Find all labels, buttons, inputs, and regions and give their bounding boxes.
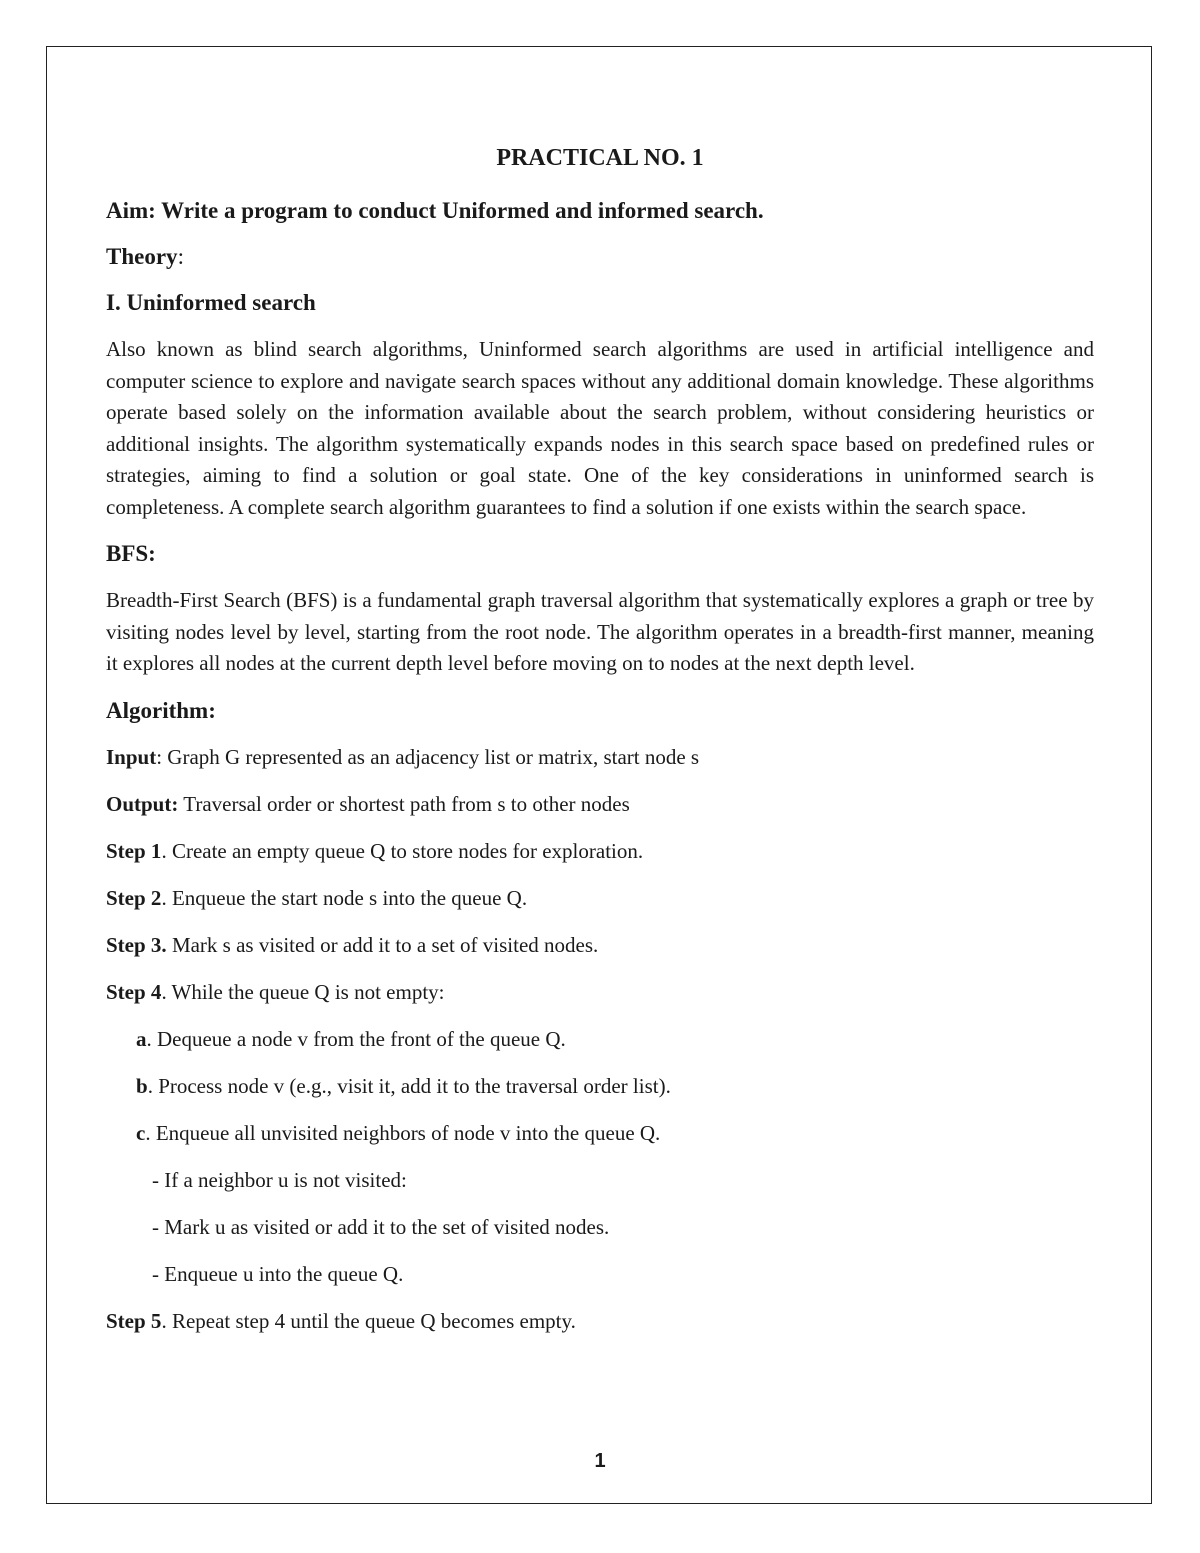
uninformed-paragraph: Also known as blind search algorithms, Uninformed search algorithms are used in artificial intelligence and computer science to explore and navigate search spaces without any additional domain knowledge. These algorithms operate based solely on the information available about the search problem, without considering heuristics or additional insights. The algorithm systematically expands nodes in this search space based on predefined rules or strategies, aiming to find a solution or goal state. One of the key considerations in uninformed search is completeness. A complete search algorithm guarantees to find a solution if one exists within the search space. — [106, 337, 1094, 519]
page-number: 1 — [594, 1450, 606, 1472]
step-text: . Repeat step 4 until the queue Q becomes empty. — [161, 1308, 576, 1333]
input-line — [106, 742, 1094, 772]
step-3 — [106, 930, 1094, 960]
aim-text: Write a program to conduct Uniformed and informed search. — [155, 198, 764, 223]
substep-text: . Process node v (e.g., visit it, add it to the traversal order list). — [147, 1073, 671, 1098]
substep-text: . Enqueue all unvisited neighbors of node v into the queue Q. — [145, 1120, 661, 1145]
bfs-heading: BFS: — [106, 541, 156, 566]
substep-text: . Dequeue a node v from the front of the queue Q. — [146, 1026, 566, 1051]
output-line — [106, 789, 1094, 819]
document-body — [106, 140, 1094, 1353]
page-title: PRACTICAL NO. 1 — [496, 145, 704, 171]
theory-colon: : — [177, 244, 184, 269]
substep-c — [106, 1118, 1094, 1148]
algorithm-heading: Algorithm: — [106, 697, 216, 723]
subsub-item-1: - If a neighbor u is not visited: — [152, 1167, 407, 1192]
subsub-item-3: - Enqueue u into the queue Q. — [152, 1261, 404, 1286]
substep-label: a — [136, 1026, 147, 1051]
substep-a — [106, 1024, 1094, 1054]
aim-label: Aim: — [106, 198, 156, 223]
step-text: . Enqueue the start node s into the queue Q. — [161, 885, 528, 910]
substep-b — [106, 1071, 1094, 1101]
bfs-paragraph: Breadth-First Search (BFS) is a fundamental graph traversal algorithm that systematically explores a graph or tree by visiting nodes level by level, starting from the root node. The algorithm operates in a breadth-first manner, meaning it explores all nodes at the current depth level before moving on to nodes at the next depth level. — [106, 588, 1094, 675]
input-label: Input — [106, 744, 157, 769]
step-text: . While the queue Q is not empty: — [161, 979, 445, 1004]
step-text: . Create an empty queue Q to store nodes for exploration. — [161, 838, 644, 863]
step-5 — [106, 1306, 1094, 1336]
theory-label: Theory — [106, 244, 178, 269]
theory-heading — [106, 242, 1094, 272]
step-label: Step 5 — [106, 1308, 162, 1333]
step-label: Step 4 — [106, 979, 162, 1004]
step-4 — [106, 977, 1094, 1007]
output-text: Traversal order or shortest path from s to other nodes — [178, 791, 630, 816]
substep-label: c — [136, 1120, 146, 1145]
step-1 — [106, 836, 1094, 866]
subsub-item-2: - Mark u as visited or add it to the set of visited nodes. — [152, 1214, 610, 1239]
step-label: Step 3. — [106, 932, 167, 957]
output-label: Output: — [106, 791, 179, 816]
step-label: Step 2 — [106, 885, 162, 910]
uninformed-heading: I. Uninformed search — [106, 290, 316, 315]
step-label: Step 1 — [106, 838, 162, 863]
step-2 — [106, 883, 1094, 913]
input-text: : Graph G represented as an adjacency list or matrix, start node s — [156, 744, 700, 769]
step-text: Mark s as visited or add it to a set of visited nodes. — [166, 932, 599, 957]
aim-line — [106, 196, 1094, 226]
substep-label: b — [136, 1073, 148, 1098]
